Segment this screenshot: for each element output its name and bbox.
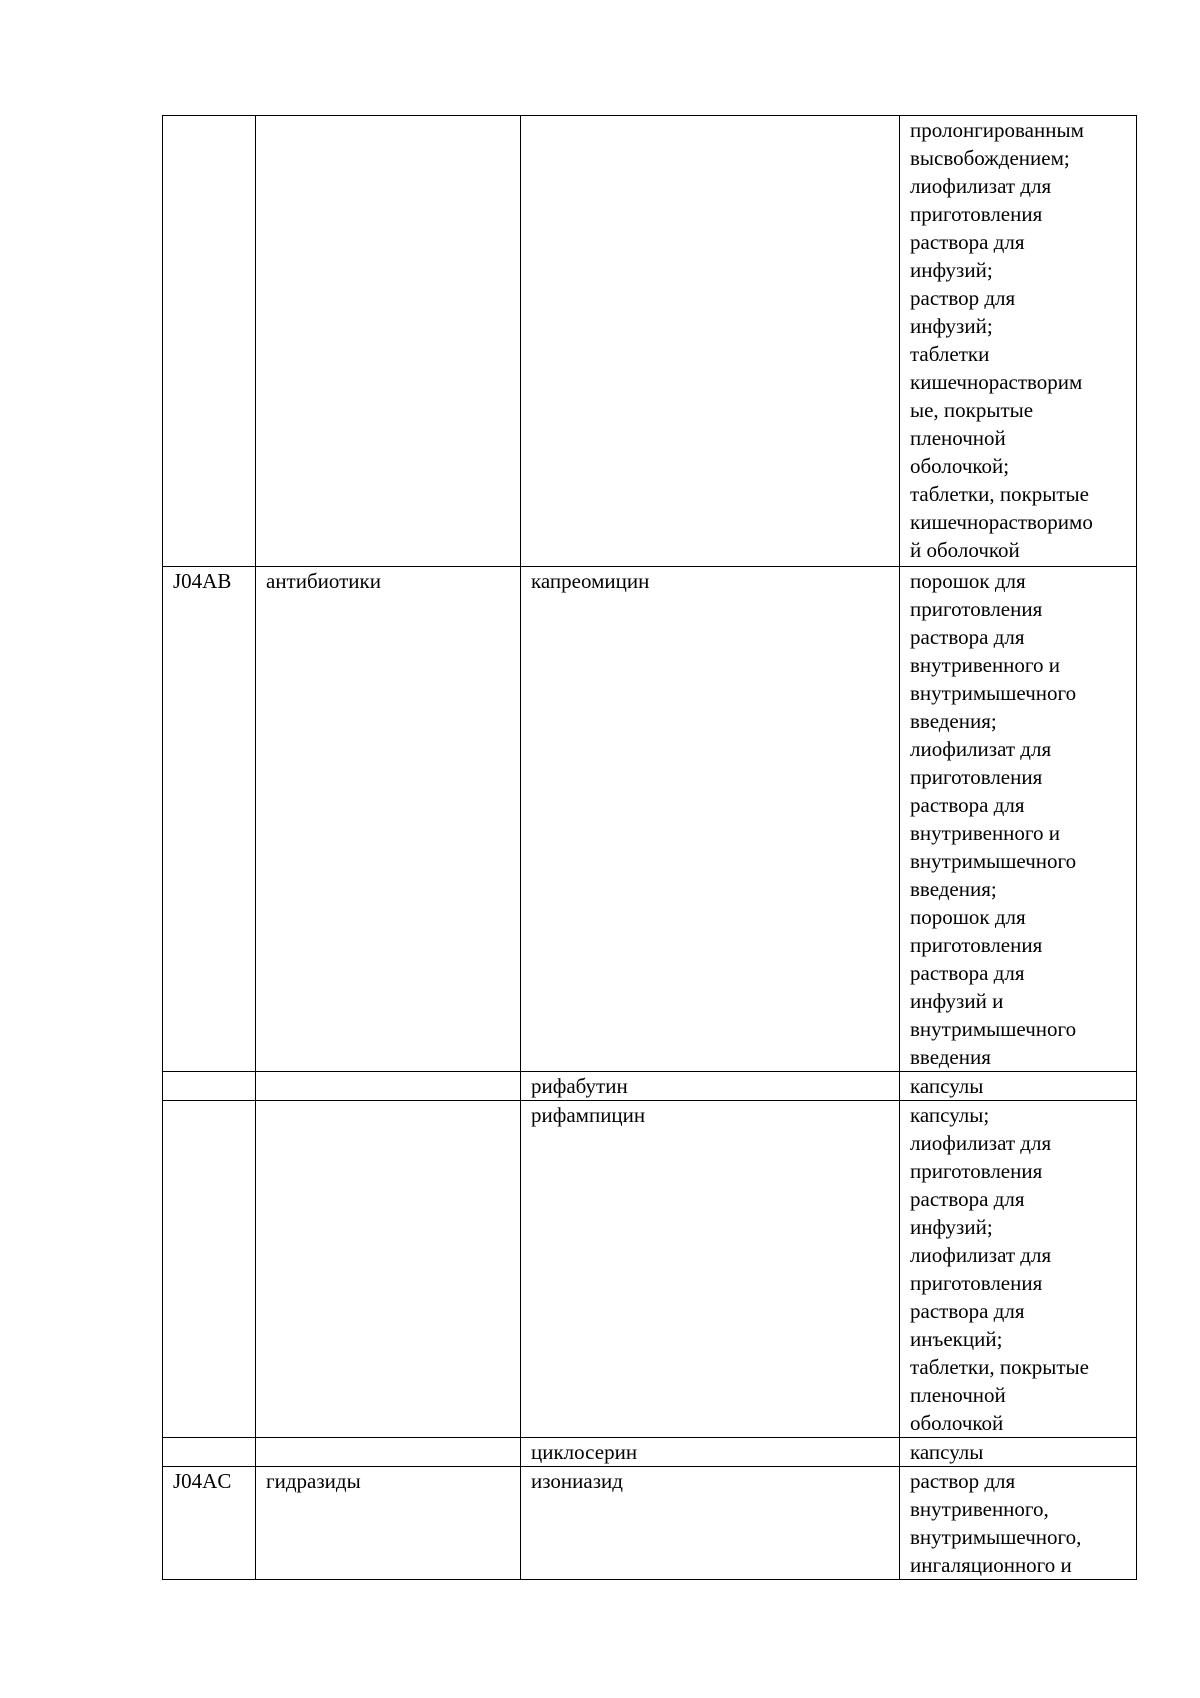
- dosage-form-line: внутривенного и: [910, 653, 1060, 677]
- dosage-form-line: приготовления: [910, 1271, 1043, 1295]
- dosage-form-line: пленочной: [910, 426, 1006, 450]
- dosage-form-line: приготовления: [910, 597, 1043, 621]
- dosage-form-line: й оболочкой: [910, 538, 1020, 562]
- dosage-form-line: кишечнорастворим: [910, 370, 1083, 394]
- drug-name-cell: [521, 116, 900, 567]
- dosage-form-line: раствора для: [910, 1187, 1025, 1211]
- dosage-form-line: высвобождением;: [910, 146, 1070, 170]
- dosage-form-line: инфузий;: [910, 1215, 993, 1239]
- drug-name-cell: капреомицин: [521, 567, 900, 1072]
- table-row: [163, 1072, 1137, 1101]
- atc-code-cell: [163, 1438, 256, 1467]
- dosage-form-line: пленочной: [910, 1383, 1006, 1407]
- dosage-form-line: внутримышечного: [910, 1017, 1077, 1041]
- dosage-form-line: капсулы: [910, 1074, 984, 1098]
- dosage-form-line: лиофилизат для: [910, 174, 1052, 198]
- group-cell: антибиотики: [256, 567, 521, 1072]
- dosage-form-line: инфузий;: [910, 314, 993, 338]
- table-row: [163, 567, 1137, 1072]
- dosage-form-line: введения;: [910, 877, 997, 901]
- dosage-form-line: пролонгированным: [910, 118, 1084, 142]
- dosage-form-line: раствор для: [910, 286, 1016, 310]
- dosage-form-line: инфузий и: [910, 989, 1004, 1013]
- table-row: [163, 1467, 1137, 1580]
- dosage-form-line: раствора для: [910, 793, 1025, 817]
- table-row: [163, 1438, 1137, 1467]
- dosage-form-line: внутримышечного,: [910, 1525, 1082, 1549]
- group-cell: гидразиды: [256, 1467, 521, 1580]
- drug-name-cell: циклосерин: [521, 1438, 900, 1467]
- dosage-form-line: таблетки: [910, 342, 990, 366]
- dosage-form-line: приготовления: [910, 933, 1043, 957]
- dosage-form-line: внутримышечного: [910, 849, 1077, 873]
- group-cell: [256, 1101, 521, 1438]
- dosage-form-line: раствор для: [910, 1469, 1016, 1493]
- dosage-forms-cell: [900, 567, 1137, 1072]
- dosage-form-line: раствора для: [910, 1299, 1025, 1323]
- dosage-form-line: капсулы;: [910, 1103, 990, 1127]
- dosage-form-line: лиофилизат для: [910, 1131, 1052, 1155]
- dosage-form-line: порошок для: [910, 905, 1026, 929]
- dosage-form-line: раствора для: [910, 961, 1025, 985]
- dosage-form-line: введения: [910, 1045, 991, 1069]
- dosage-form-line: приготовления: [910, 765, 1043, 789]
- dosage-forms-cell: [900, 1467, 1137, 1580]
- group-cell: [256, 1072, 521, 1101]
- dosage-form-line: раствора для: [910, 230, 1025, 254]
- dosage-form-line: лиофилизат для: [910, 737, 1052, 761]
- dosage-form-line: таблетки, покрытые: [910, 1355, 1089, 1379]
- group-cell: [256, 1438, 521, 1467]
- dosage-form-line: кишечнорастворимо: [910, 510, 1093, 534]
- dosage-form-line: приготовления: [910, 202, 1043, 226]
- drug-table: [162, 115, 1137, 1580]
- dosage-form-line: капсулы: [910, 1440, 984, 1464]
- dosage-form-line: внутримышечного: [910, 681, 1077, 705]
- dosage-form-line: таблетки, покрытые: [910, 482, 1089, 506]
- dosage-form-line: ые, покрытые: [910, 398, 1034, 422]
- atc-code-cell: [163, 1072, 256, 1101]
- atc-code-cell: J04AB: [163, 567, 256, 1072]
- atc-code-cell: [163, 1101, 256, 1438]
- table-row: [163, 116, 1137, 567]
- dosage-forms-cell: [900, 1438, 1137, 1467]
- dosage-forms-cell: [900, 1072, 1137, 1101]
- drug-name-cell: рифампицин: [521, 1101, 900, 1438]
- dosage-form-line: инъекций;: [910, 1327, 1003, 1351]
- group-cell: [256, 116, 521, 567]
- dosage-form-line: оболочкой: [910, 1411, 1004, 1435]
- dosage-form-line: порошок для: [910, 569, 1026, 593]
- table-row: [163, 1101, 1137, 1438]
- drug-name-cell: рифабутин: [521, 1072, 900, 1101]
- drug-name-cell: изониазид: [521, 1467, 900, 1580]
- dosage-form-line: введения;: [910, 709, 997, 733]
- atc-code-cell: J04AC: [163, 1467, 256, 1580]
- dosage-form-line: раствора для: [910, 625, 1025, 649]
- dosage-form-line: внутривенного и: [910, 821, 1060, 845]
- dosage-form-line: лиофилизат для: [910, 1243, 1052, 1267]
- dosage-form-line: приготовления: [910, 1159, 1043, 1183]
- dosage-forms-cell: [900, 1101, 1137, 1438]
- dosage-form-line: оболочкой;: [910, 454, 1010, 478]
- dosage-forms-cell: [900, 116, 1137, 567]
- dosage-form-line: ингаляционного и: [910, 1553, 1072, 1577]
- dosage-form-line: инфузий;: [910, 258, 993, 282]
- atc-code-cell: [163, 116, 256, 567]
- dosage-form-line: внутривенного,: [910, 1497, 1049, 1521]
